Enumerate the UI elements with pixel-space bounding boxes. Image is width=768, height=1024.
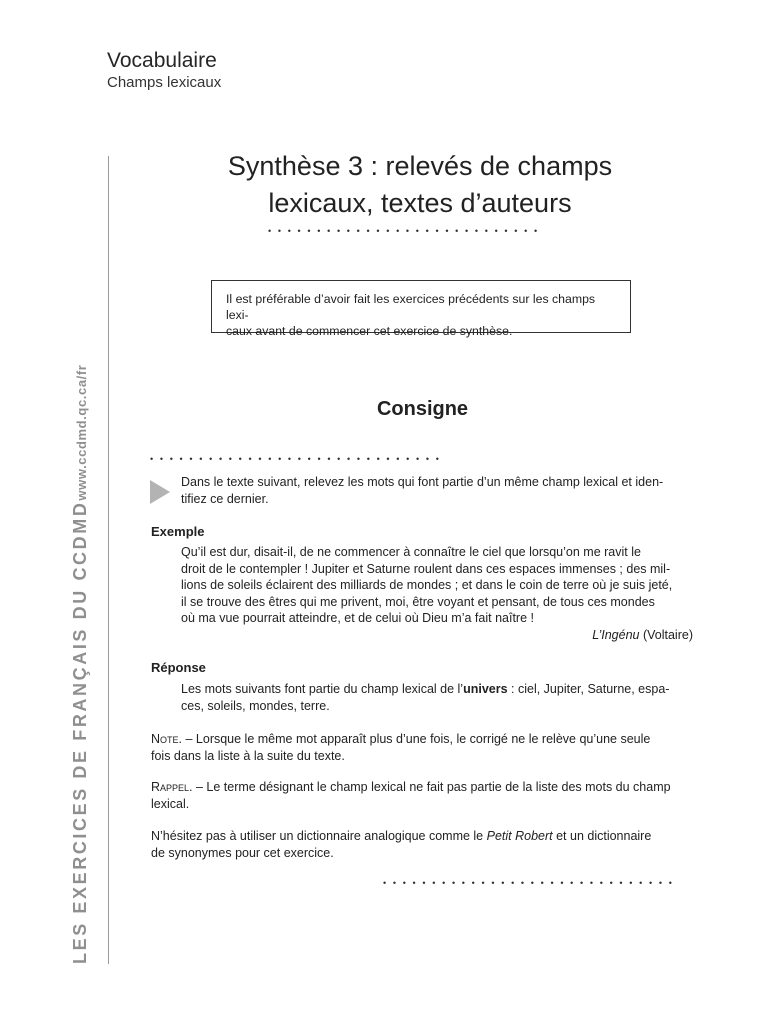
instruction-line-1: Dans le texte suivant, relevez les mots qui font partie d’un même champ lexical et iden-	[181, 475, 664, 489]
quote-line: il se trouve des êtres qui me privent, moi, être voyant et pensant, de tous ces mondes	[181, 594, 655, 609]
rappel-line-1: Rappel. – Le terme désignant le champ lexical ne fait pas partie de la liste des mots du champ	[151, 780, 671, 794]
topic-subtitle: Champs lexicaux	[107, 74, 222, 91]
margin-rule	[108, 156, 109, 964]
quote-line: où ma vue pourrait atteindre, et de celui où Dieu m’a fait naître !	[181, 611, 534, 625]
title-line-2: lexicaux, textes d’auteurs	[268, 188, 572, 218]
note-label: Note.	[151, 732, 183, 746]
quote-attribution	[181, 627, 693, 644]
quote-line: Qu’il est dur, disait-il, de ne commencer à connaître le ciel que lorsqu’on me ravit le	[181, 545, 641, 559]
prerequisite-note-box	[211, 280, 631, 338]
dictionary-tip	[151, 828, 693, 861]
title-dotted-rule: • • • • • • • • • • • • • • • • • • • • • • • • • • • •	[268, 226, 540, 236]
petit-robert: Petit Robert	[486, 829, 553, 843]
quote-line: lions de soleils éclairent des milliards de mondes ; et dans le coin de terre où je suis jeté,	[181, 578, 673, 592]
rappel-line-2: lexical.	[151, 796, 190, 811]
consigne-heading: Consigne	[376, 398, 469, 420]
note-paragraph	[151, 731, 693, 764]
note-line-2: fois dans la liste à la suite du texte.	[151, 748, 345, 763]
quote-line: droit de le contempler ! Jupiter et Saturne roulent dans ces espaces immenses ; des mil-	[181, 561, 671, 576]
reponse-line-1: Les mots suivants font partie du champ lexical de l’univers : ciel, Jupiter, Saturne, espa-	[181, 682, 670, 696]
note-box-line-2: caux avant de commencer cet exercice de synthèse.	[226, 324, 513, 338]
consigne-dotted-rule: • • • • • • • • • • • • • • • • • • • • • • • • • • • • • •	[150, 454, 441, 464]
reponse-line-2: ces, soleils, mondes, terre.	[181, 698, 330, 713]
play-arrow-icon	[150, 480, 170, 504]
page-header	[107, 48, 221, 92]
instruction-text	[181, 474, 693, 507]
exemple-quote	[181, 544, 693, 643]
sidebar-vertical-text	[70, 364, 91, 964]
site-url: www.ccdmd.qc.ca/fr	[74, 364, 89, 501]
rappel-paragraph	[151, 779, 693, 812]
reponse-text	[181, 681, 693, 714]
title-line-1: Synthèse 3 : relevés de champs	[227, 151, 613, 181]
tip-line-2: de synonymes pour cet exercice.	[151, 845, 334, 860]
subject-title: Vocabulaire	[107, 49, 217, 72]
reponse-label: Réponse	[151, 660, 206, 675]
note-box-line-1: Il est préférable d’avoir fait les exercices précédents sur les champs lexi-	[226, 292, 596, 322]
rappel-label: Rappel.	[151, 780, 193, 794]
series-name: LES EXERCICES DE FRANÇAIS DU CCDMD	[70, 500, 90, 964]
instruction-line-2: tifiez ce dernier.	[181, 491, 269, 506]
tip-line-1: N’hésitez pas à utiliser un dictionnaire analogique comme le Petit Robert et un dictionnaire	[151, 829, 652, 843]
exemple-label: Exemple	[151, 524, 205, 539]
source-author: (Voltaire)	[642, 627, 693, 642]
end-dotted-rule: • • • • • • • • • • • • • • • • • • • • • • • • • • • • • •	[383, 878, 674, 888]
note-line-1: Note. – Lorsque le même mot apparaît plus d’une fois, le corrigé ne le relève qu’une seule	[151, 732, 651, 746]
page-title	[160, 148, 680, 222]
keyword-univers: univers	[463, 682, 508, 696]
source-title: L’Ingénu	[592, 627, 640, 642]
